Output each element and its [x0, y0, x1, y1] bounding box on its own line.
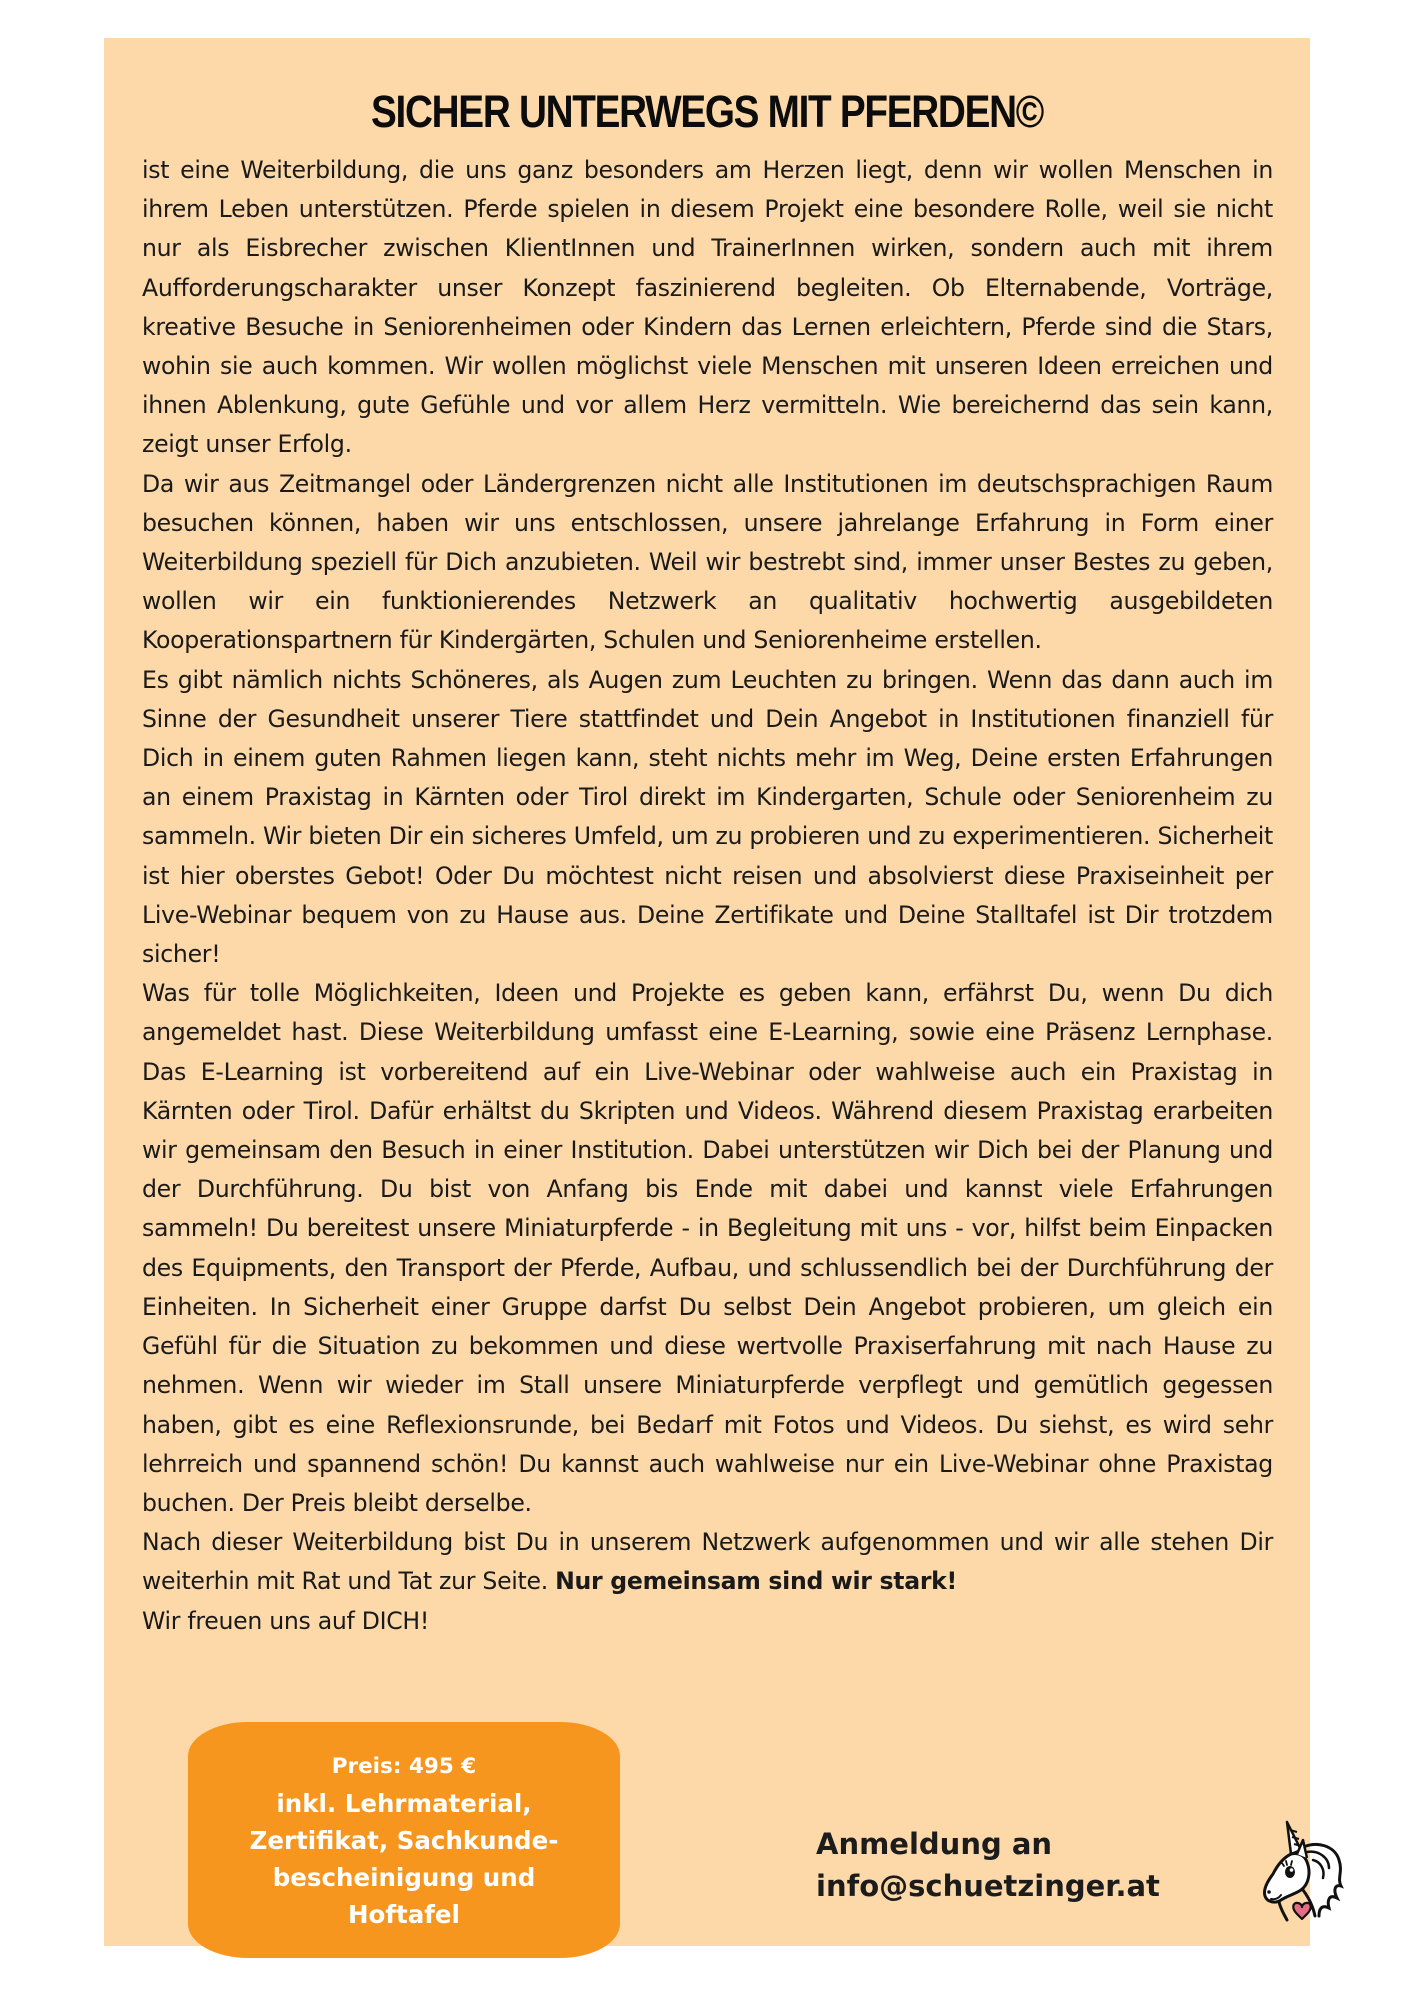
- paragraph-course-details: Was für tolle Möglichkeiten, Ideen und Projekte es geben kann, erfährst Du, wenn Du dich angemeldet hast. Diese Weiterbildung umfasst eine E-Learning, sowie eine Präsenz Lernphase. Das E-Learning ist vorbereitend auf ein Live-Webinar oder wahlweise auch ein Praxistag in Kärnten oder Tirol. Dafür erhältst du Skripten und Videos. Während diesem Praxistag erarbeiten wir gemeinsam den Besuch in einer Institution. Dabei unterstützen wir Dich bei der Planung und der Durchführung. Du bist von Anfang bis Ende mit dabei und kannst viele Erfahrungen sammeln! Du bereitest unsere Miniaturpferde - in Begleitung mit uns - vor, hilfst beim Einpacken des Equipments, den Transport der Pferde, Aufbau, und schlussendlich bei der Durchführung der Einheiten. In Sicherheit einer Gruppe darfst Du selbst Dein Angebot probieren, um gleich ein Gefühl für die Situation zu bekommen und diese wertvolle Praxiserfahrung mit nach Hause zu nehmen. Wenn wir wieder im Stall unsere Miniaturpferde verpflegt und gemütlich gegessen haben, gibt es eine Reflexionsrunde, bei Bedarf mit Fotos und Videos. Du siehst, es wird sehr lehrreich und spannend schön! Du kannst auch wahlweise nur ein Live-Webinar ohne Praxistag buchen. Der Preis bleibt derselbe.: [142, 979, 1273, 1517]
- signup-label: Anmeldung an: [816, 1827, 1053, 1861]
- closing-text: Nach dieser Weiterbildung bist Du in unserem Netzwerk aufgenommen und wir alle stehen Dir weiterhin mit Rat und Tat zur Seite.: [142, 1528, 1273, 1596]
- flyer-panel: [104, 38, 1310, 1946]
- paragraph-closing: [142, 1523, 1273, 1601]
- paragraph-network: Da wir aus Zeitmangel oder Ländergrenzen nicht alle Institutionen im deutschsprachigen Raum besuchen können, haben wir uns entschlossen, unsere jahrelange Erfahrung in Form einer Weiterbildung speziell für Dich anzubieten. Weil wir bestrebt sind, immer unser Bestes zu geben, wollen wir ein funktionierendes Netzwerk an qualitativ hochwertig ausgebildeten Kooperationspartnern für Kindergärten, Schulen und Seniorenheime erstellen.: [142, 469, 1273, 655]
- closing-bold-slogan: Nur gemeinsam sind wir stark!: [555, 1567, 958, 1596]
- signup-info: [816, 1823, 1160, 1907]
- price-label: Preis: 495 €: [331, 1753, 477, 1779]
- page-title: SICHER UNTERWEGS MIT PFERDEN©: [370, 86, 1043, 137]
- closing-final-line: Wir freuen uns auf DICH!: [142, 1606, 430, 1635]
- signup-email[interactable]: info@schuetzinger.at: [816, 1869, 1160, 1903]
- paragraph-experience: Es gibt nämlich nichts Schöneres, als Augen zum Leuchten zu bringen. Wenn das dann auch im Sinne der Gesundheit unserer Tiere stattfindet und Dein Angebot in Institutionen finanziell für Dich in einem guten Rahmen liegen kann, steht nichts mehr im Weg, Deine ersten Erfahrungen an einem Praxistag in Kärnten oder Tirol direkt im Kindergarten, Schule oder Seniorenheim zu sammeln. Wir bieten Dir ein sicheres Umfeld, um zu probieren und zu experimentieren. Sicherheit ist hier oberstes Gebot! Oder Du möchtest nicht reisen und absolvierst diese Praxiseinheit per Live-Webinar bequem von zu Hause aus. Deine Zertifikate und Deine Stalltafel ist Dir trotzdem sicher!: [142, 665, 1273, 969]
- paragraph-intro: ist eine Weiterbildung, die uns ganz besonders am Herzen liegt, denn wir wollen Menschen in ihrem Leben unterstützen. Pferde spielen in diesem Projekt eine besondere Rolle, weil sie nicht nur als Eisbrecher zwischen KlientInnen und TrainerInnen wirken, sondern auch mit ihrem Aufforderungscharakter unser Konzept faszinierend begleiten. Ob Elternabende, Vorträge, kreative Besuche in Seniorenheimen oder Kindern das Lernen erleichtern, Pferde sind die Stars, wohin sie auch kommen. Wir wollen möglichst viele Menschen mit unseren Ideen erreichen und ihnen Ablenkung, gute Gefühle und vor allem Herz vermitteln. Wie bereichernd das sein kann, zeigt unser Erfolg.: [142, 156, 1273, 459]
- unicorn-heart-icon: [1257, 1820, 1347, 1925]
- price-box: [188, 1722, 620, 1958]
- price-includes: inkl. Lehrmaterial, Zertifikat, Sachkunde-bescheinigung und Hoftafel: [249, 1788, 559, 1929]
- body-text: [142, 151, 1273, 1641]
